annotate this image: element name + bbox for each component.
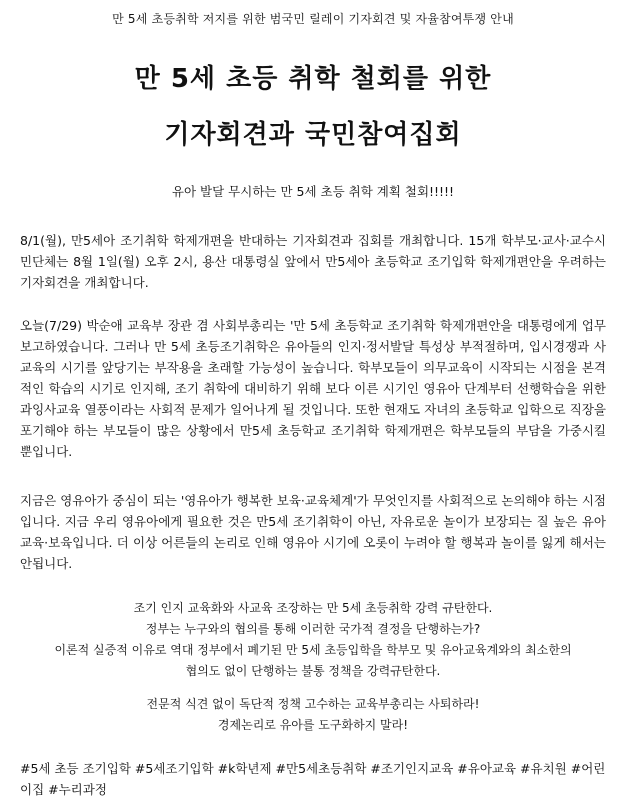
statement-line: 정부는 누구와의 협의를 통해 이러한 국가적 결정을 단행하는가? (145, 622, 481, 636)
subtitle-slogan: 유아 발달 무시하는 만 5세 초등 취학 계획 철회!!!!! (171, 184, 455, 199)
statement-block-2 (0, 694, 626, 736)
body-paragraph-1: 8/1(월), 만5세아 조기취학 학제개편을 반대하는 기자회견과 집회를 개최합니다. 15개 학부모·교사·교수시민단체는 8월 1일(월) 오후 2시, 용산 대통령실 앞에서 만5세아 초등학교 조기입학 학제개편안을 우려하는 기자회견을 개최합니다. (20, 233, 606, 290)
statement-line: 협의도 없이 단행하는 불통 정책을 강력규탄한다. (185, 664, 441, 678)
main-title-line-2: 기자회견과 국민참여집회 (164, 120, 462, 150)
body-paragraph-2: 오늘(7/29) 박순애 교육부 장관 겸 사회부총리는 '만 5세 초등학교 조기취학 학제개편안을 대통령에게 업무보고하였습니다. 그러나 만 5세 초등조기취학은 유아들의 인지·정서발달 특성상 부적절하며, 입시경쟁과 사교육의 시기를 앞당기는 부작용을 초래할 가능성이 높습니다. 학부모들이 의무교육이 시작되는 시점을 본격적인 학습의 시기로 인지해, 조기 취학에 대비하기 위해 보다 이른 시기인 영유아 단계부터 선행학습을 위한 과잉사교육 열풍이라는 사회적 문제가 일어나게 될 것입니다. 또한 현재도 자녀의 초등학교 입학으로 직장을 포기해야 하는 부모들이 많은 상황에서 만5세 초등학교 조기취학 학제개편은 학부모들의 부담을 가중시킬 뿐입니다. (20, 318, 606, 459)
statement-block-1 (0, 598, 626, 682)
statement-line: 전문적 식견 없이 독단적 정책 고수하는 교육부총리는 사퇴하라! (146, 697, 480, 711)
body-paragraph-3: 지금은 영유아가 중심이 되는 '영유아가 행복한 보육·교육체계'가 무엇인지를 사회적으로 논의해야 하는 시점입니다. 지금 우리 영유아에게 필요한 것은 만5세 조기취학이 아닌, 자유로운 놀이가 보장되는 질 높은 유아교육·보육입니다. 더 이상 어른들의 논리로 인해 영유아 시기에 오롯이 누려야 할 행복과 놀이를 잃게 해서는 안됩니다. (20, 493, 606, 571)
statement-line: 조기 인지 교육화와 사교육 조장하는 만 5세 초등취학 강력 규탄한다. (133, 601, 493, 615)
main-title-line-1: 만 5세 초등 취학 철회를 위한 (134, 64, 492, 94)
statement-line: 경제논리로 유아를 도구화하지 말라! (217, 718, 409, 732)
hashtag-list: #5세 초등 조기입학 #5세조기입학 #k학년제 #만5세초등취학 #조기인지교육 #유아교육 #유치원 #어린이집 #누리과정 (20, 761, 606, 797)
statement-line: 이론적 실증적 이유로 역대 정부에서 폐기된 만 5세 초등입학을 학부모 및 유아교육계와의 최소한의 (54, 643, 572, 657)
top-notice-line: 만 5세 초등취학 저지를 위한 범국민 릴레이 기자회견 및 자율참여투쟁 안내 (112, 12, 514, 26)
